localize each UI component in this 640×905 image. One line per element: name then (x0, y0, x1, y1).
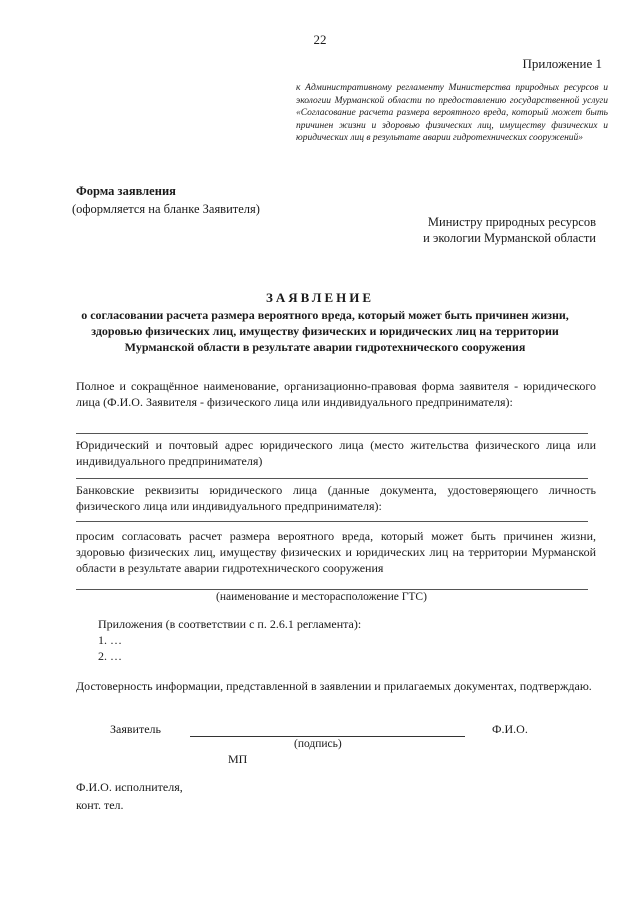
signature-line (190, 736, 465, 737)
appendix-label: Приложение 1 (522, 56, 602, 71)
attachments-title: Приложения (в соответствии с п. 2.6.1 регламента): (98, 617, 362, 631)
field-bank-details: Банковские реквизиты юридического лица (данные документа, удостоверяющего личность физического лица или индивидуального предпринимателя): (76, 483, 596, 513)
form-note: (оформляется на бланке Заявителя) (72, 202, 260, 216)
executor-label: Ф.И.О. исполнителя, (76, 780, 183, 794)
field-address: Юридический и почтовый адрес юридического лица (место жительства физического лица или индивидуального предпринимателя) (76, 438, 596, 468)
attachment-item-1: 1. … (98, 633, 122, 647)
fill-line (76, 433, 588, 434)
fill-line (76, 478, 588, 479)
confirmation-text: Достоверность информации, представленной в заявлении и прилагаемых документах, подтверждаю. (76, 679, 592, 693)
regulation-reference: к Административному регламенту Министерства природных ресурсов и экологии Мурманской области по предоставлению государственной услуги «Согласование расчета размера вероятного вреда, который может быть причинен жизни и здоровью физических лиц, имуществу физических и юридических лиц в результате аварии гидротехнических сооружений» (296, 83, 608, 143)
phone-label: конт. тел. (76, 798, 124, 812)
attachment-item-2: 2. … (98, 649, 122, 663)
fill-line (76, 589, 588, 590)
request-text: просим согласовать расчет размера вероятного вреда, который может быть причинен жизни, здоровью физических лиц, имуществу физических и юридических лиц на территории Мурманской области в результате аварии гидротехнического сооружения (76, 529, 596, 575)
document-title: ЗАЯВЛЕНИЕ (265, 290, 375, 305)
fill-line (76, 521, 588, 522)
signature-caption: (подпись) (294, 738, 342, 750)
fio-label: Ф.И.О. (492, 722, 528, 736)
gts-caption: (наименование и месторасположение ГТС) (216, 591, 427, 603)
document-subtitle: о согласовании расчета размера вероятного вреда, который может быть причинен жизни, здоровью физических лиц, имуществу физических и юридических лиц на территории Мурманской области в результате аварии гидротехнического сооружения (81, 308, 569, 354)
addressee-line-1: Министру природных ресурсов (427, 215, 596, 229)
field-applicant-name: Полное и сокращённое наименование, организационно-правовая форма заявителя - юридического лица (Ф.И.О. Заявителя - физического лица или индивидуального предпринимателя): (76, 379, 596, 409)
form-title: Форма заявления (76, 184, 176, 198)
applicant-label: Заявитель (110, 722, 161, 736)
stamp-label: МП (228, 752, 248, 766)
addressee (356, 214, 596, 246)
addressee-line-2: и экологии Мурманской области (423, 231, 596, 245)
page-number: 22 (313, 32, 327, 47)
